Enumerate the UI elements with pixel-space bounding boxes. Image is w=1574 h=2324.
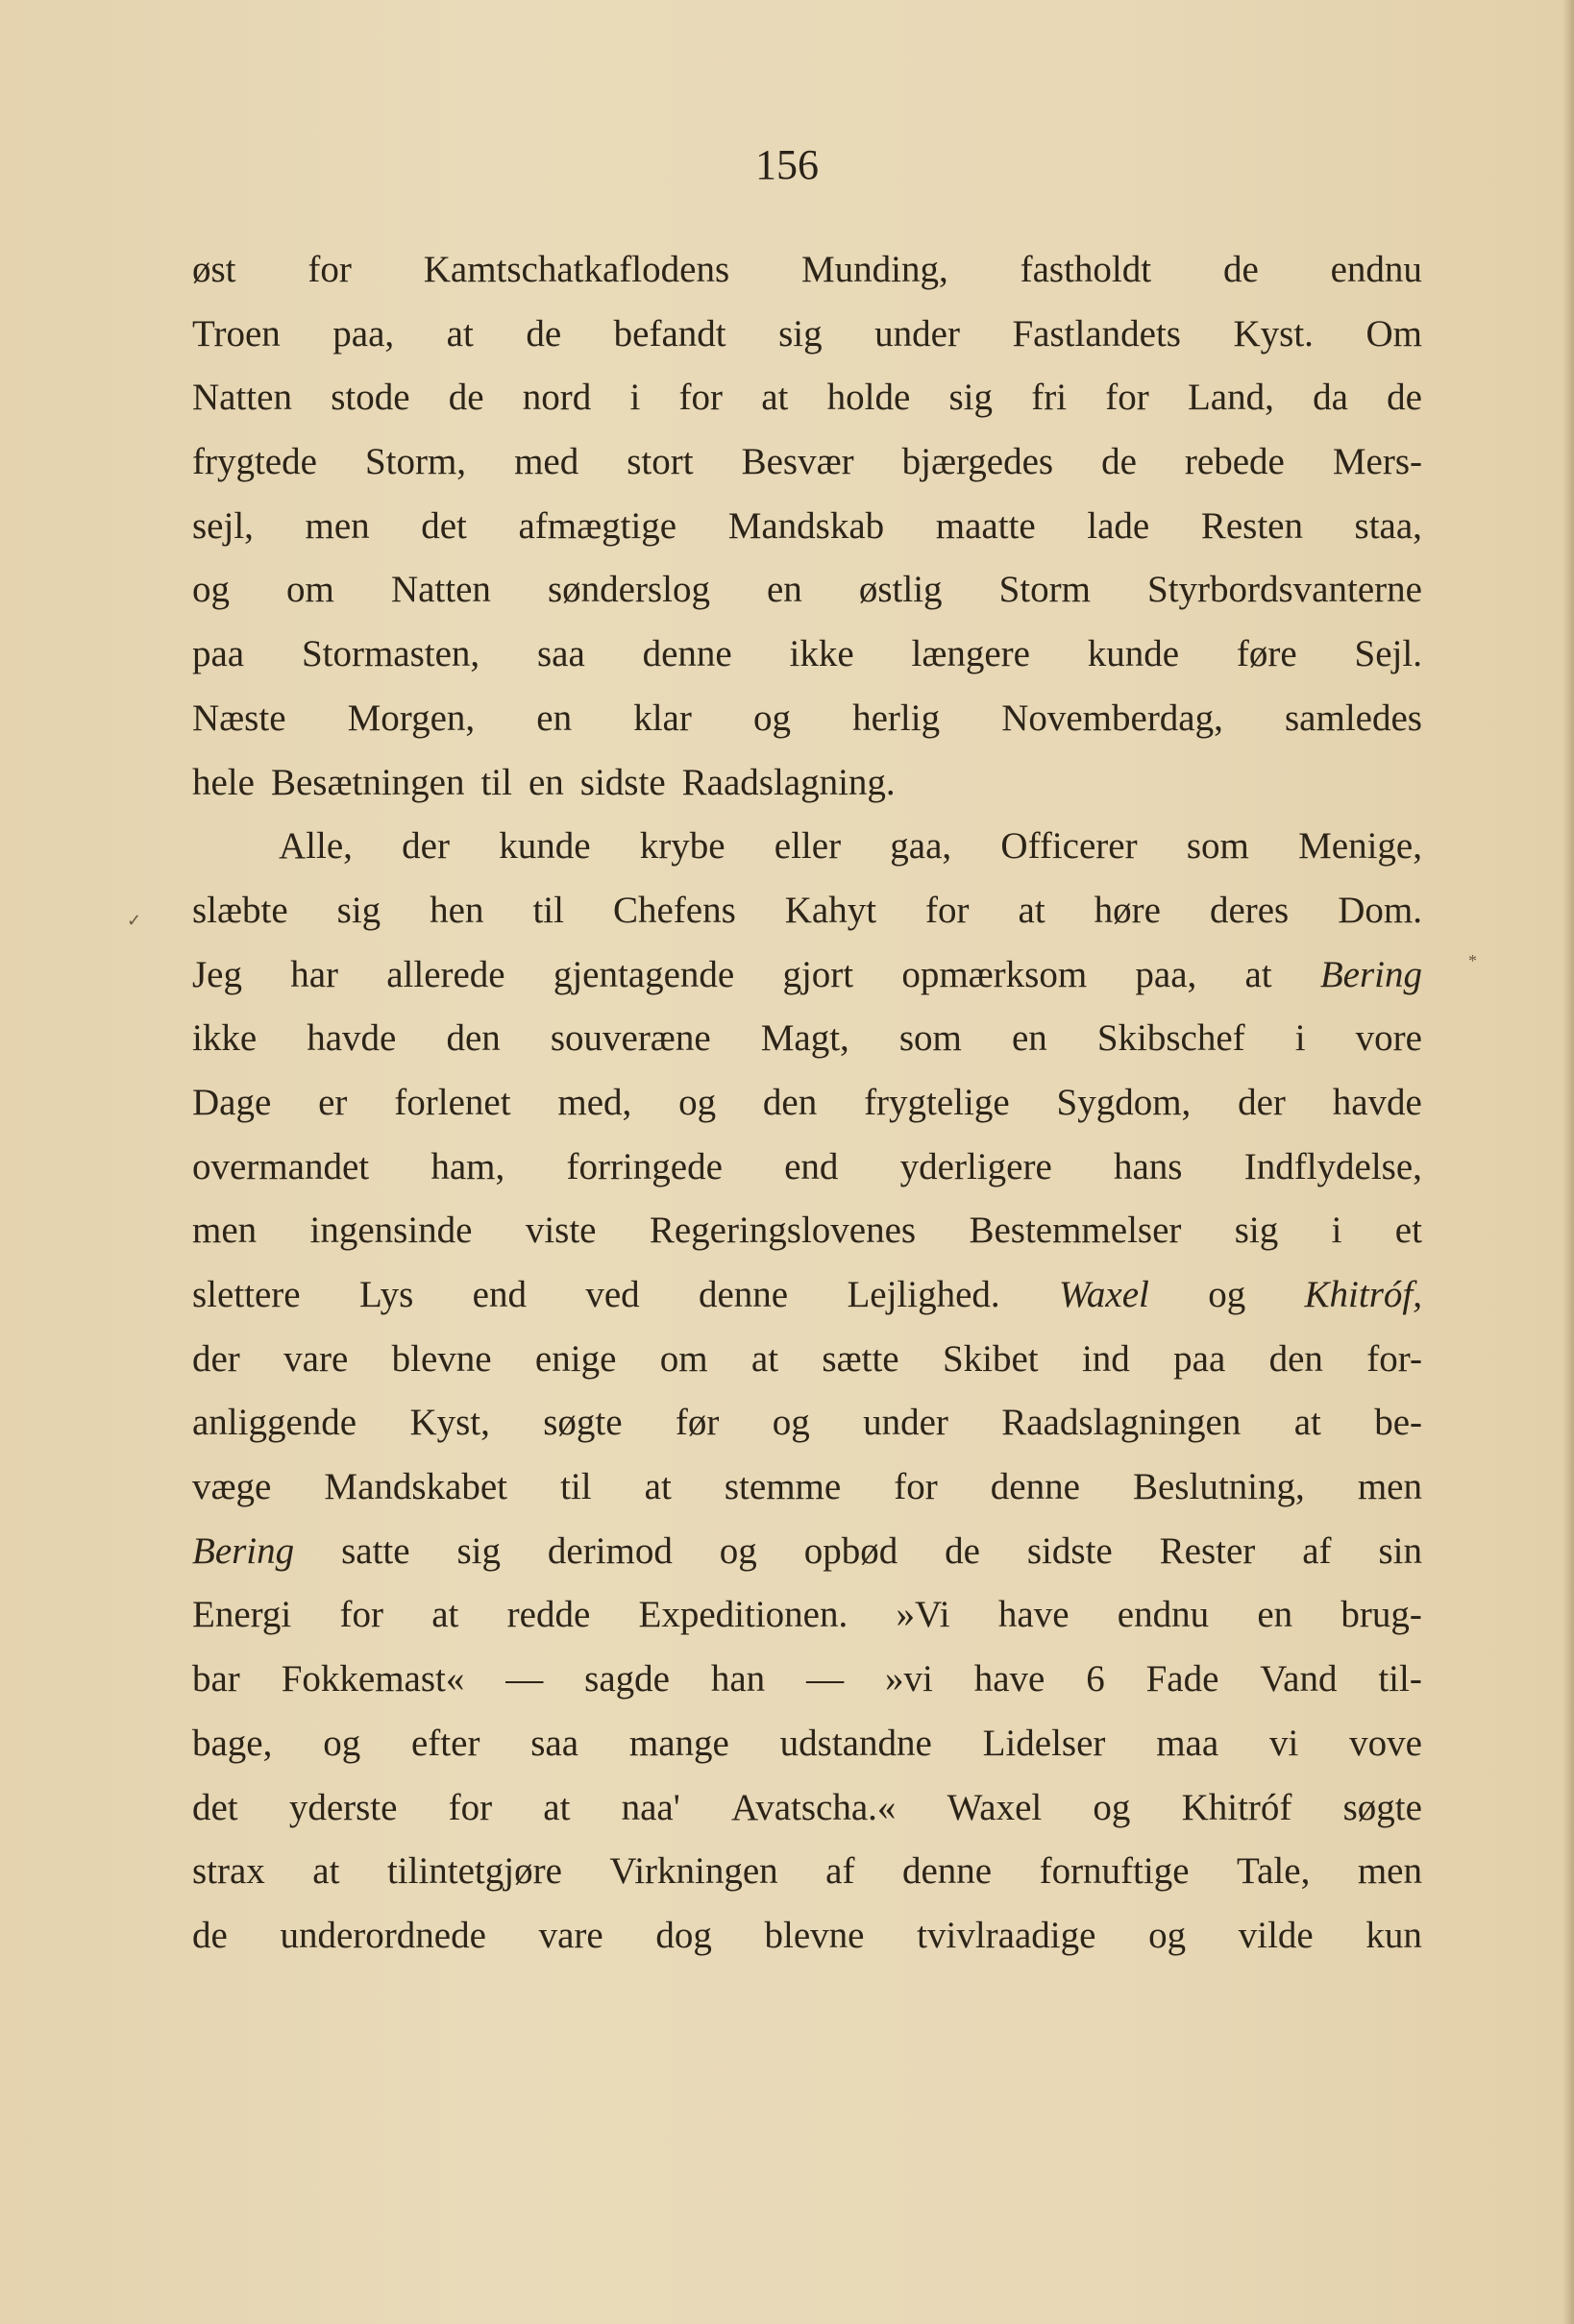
word: sig	[948, 377, 994, 419]
word: Skibschef	[1096, 1017, 1245, 1060]
word: slæbte	[192, 889, 288, 931]
word: opbød	[803, 1529, 898, 1572]
word: Indflydelse,	[1243, 1145, 1422, 1187]
word: Khitróf,	[1304, 1274, 1422, 1315]
word: tvivlraadige	[917, 1914, 1096, 1956]
word: der	[192, 1337, 240, 1380]
word: længere	[911, 633, 1030, 675]
word: nord	[522, 377, 592, 419]
word: har	[290, 953, 339, 995]
word: som	[898, 1017, 962, 1060]
text-line	[192, 1263, 1422, 1328]
word: og	[772, 1402, 810, 1444]
word: »vi	[884, 1658, 933, 1700]
word: en	[1257, 1594, 1293, 1636]
word: for	[678, 377, 724, 419]
word: sin	[1378, 1529, 1422, 1572]
text-line	[192, 1199, 1422, 1263]
text-line	[192, 1712, 1422, 1776]
word: om	[286, 569, 334, 611]
word: Stormasten,	[301, 633, 480, 675]
word: sig	[1234, 1210, 1279, 1252]
word: stode	[331, 377, 410, 419]
word: efter	[411, 1722, 480, 1764]
word: med,	[557, 1081, 632, 1123]
word: Kamtschatkaflodens	[423, 249, 730, 290]
word: vilde	[1238, 1914, 1314, 1956]
text-line	[192, 815, 1422, 879]
word: kunde	[1087, 633, 1180, 675]
word: fastholdt	[1020, 249, 1152, 290]
word: Mandskabet	[324, 1466, 508, 1508]
word: søgte	[1342, 1786, 1422, 1828]
word: for	[339, 1594, 383, 1636]
word: vove	[1349, 1722, 1422, 1764]
word: for-	[1366, 1337, 1422, 1380]
word: lade	[1087, 504, 1150, 547]
word: sagde	[584, 1658, 670, 1700]
word: denne	[901, 1850, 993, 1893]
word: krybe	[639, 825, 726, 868]
word: bjærgedes	[901, 441, 1054, 483]
word: Lys	[358, 1274, 414, 1315]
word: overmandet	[192, 1145, 370, 1187]
word: de	[1101, 441, 1137, 483]
word: ikke	[789, 633, 854, 675]
word: og	[719, 1529, 757, 1572]
word: bar	[192, 1658, 240, 1700]
word: have	[973, 1658, 1045, 1700]
word: i	[1294, 1017, 1306, 1060]
word: paa	[192, 633, 245, 675]
word: Raadslagningen	[1001, 1402, 1242, 1444]
word: men	[1357, 1466, 1422, 1508]
word: at	[446, 312, 474, 355]
word: maa	[1156, 1722, 1219, 1764]
word: for	[448, 1786, 493, 1828]
word: Munding,	[800, 249, 948, 290]
word: havde	[307, 1017, 397, 1060]
word: under	[874, 312, 960, 355]
word: at	[431, 1594, 459, 1636]
word: Mandskab	[727, 504, 885, 547]
word: herlig	[852, 697, 941, 739]
word: men	[1357, 1850, 1422, 1893]
word: de	[1222, 249, 1259, 290]
word: Lejlighed.	[847, 1274, 1000, 1315]
word: Energi	[192, 1594, 292, 1636]
word: de	[945, 1529, 980, 1572]
word: der	[1238, 1081, 1286, 1123]
word: Storm,	[364, 441, 467, 483]
text-line	[192, 238, 1422, 303]
word: Bestemmelser	[969, 1210, 1182, 1252]
word: be-	[1374, 1402, 1422, 1444]
word: væge	[192, 1466, 272, 1508]
word: enige	[534, 1337, 617, 1380]
word: at	[761, 377, 789, 419]
word: forlenet	[394, 1081, 511, 1123]
word: den	[446, 1017, 501, 1060]
word: at	[543, 1786, 571, 1828]
word: Fokkemast«	[281, 1658, 465, 1700]
word: de	[1387, 377, 1422, 419]
word: øst	[192, 249, 236, 290]
word: høre	[1094, 889, 1161, 931]
word: men	[305, 504, 370, 547]
word: Bering	[192, 1529, 295, 1572]
word: mange	[628, 1722, 729, 1764]
word: vare	[283, 1337, 349, 1380]
word: Storm	[998, 569, 1091, 611]
word: til-	[1378, 1658, 1422, 1700]
word: end	[472, 1274, 527, 1315]
word: Waxel	[1058, 1274, 1149, 1315]
word: vare	[538, 1914, 603, 1956]
word: ved	[585, 1274, 640, 1315]
word: anliggende	[192, 1402, 357, 1444]
word: ikke	[192, 1017, 258, 1060]
word: naa'	[621, 1786, 680, 1828]
word: brug-	[1340, 1594, 1422, 1636]
word: havde	[1332, 1081, 1422, 1123]
word: befandt	[613, 312, 726, 355]
word: føre	[1236, 633, 1297, 675]
word: strax	[192, 1850, 265, 1893]
word: til	[532, 889, 564, 931]
word: Alle,	[279, 825, 353, 868]
word: kun	[1365, 1914, 1422, 1956]
word: paa,	[1135, 953, 1197, 995]
margin-mark: ✓	[127, 911, 142, 930]
word: den	[762, 1081, 818, 1123]
word: Raadslagning.	[681, 761, 896, 803]
word: Beslutning,	[1132, 1466, 1305, 1508]
word: et	[1394, 1210, 1422, 1252]
text-line	[192, 687, 1422, 751]
word: satte	[341, 1529, 410, 1572]
word: stort	[627, 441, 694, 483]
word: Besætningen	[270, 761, 465, 803]
word: for	[307, 249, 352, 290]
word: Dom.	[1338, 889, 1422, 931]
word: østlig	[858, 569, 943, 611]
word: ingensinde	[309, 1210, 473, 1252]
word: og	[752, 697, 791, 739]
text-line	[192, 943, 1422, 1008]
word: en	[1011, 1017, 1047, 1060]
word: forringede	[566, 1145, 723, 1187]
word: denne	[642, 633, 732, 675]
word: Fade	[1145, 1658, 1219, 1700]
body-text	[192, 238, 1422, 1969]
word: Waxel	[947, 1786, 1043, 1828]
word: det	[421, 504, 467, 547]
word: sejl,	[192, 504, 254, 547]
word: vore	[1355, 1017, 1422, 1060]
word: men	[192, 1210, 258, 1252]
word: paa	[1173, 1337, 1226, 1380]
word: redde	[506, 1594, 591, 1636]
word: rebede	[1184, 441, 1285, 483]
word: at	[312, 1850, 340, 1893]
word: frygtelige	[864, 1081, 1010, 1123]
word: have	[997, 1594, 1070, 1636]
word: Resten	[1200, 504, 1303, 547]
word: viste	[525, 1210, 597, 1252]
word: 6	[1086, 1658, 1105, 1700]
word: Tale,	[1237, 1850, 1311, 1893]
text-line	[192, 1520, 1422, 1584]
word: »Vi	[896, 1594, 950, 1636]
margin-mark: *	[1468, 951, 1477, 970]
word: Sejl.	[1354, 633, 1422, 675]
word: som	[1186, 825, 1249, 868]
word: i	[629, 377, 641, 419]
word: og	[1148, 1914, 1187, 1956]
page-number: 156	[755, 141, 819, 188]
word: hans	[1113, 1145, 1183, 1187]
text-line	[192, 1328, 1422, 1392]
word: for	[925, 889, 970, 931]
word: Dage	[192, 1081, 272, 1123]
word: vi	[1268, 1722, 1299, 1764]
word: for	[894, 1466, 938, 1508]
word: at	[750, 1337, 779, 1380]
word: og	[678, 1081, 717, 1123]
word: Virkningen	[609, 1850, 778, 1893]
word: eller	[774, 825, 842, 868]
word: der	[402, 825, 450, 868]
word: sig	[456, 1529, 501, 1572]
text-line	[192, 495, 1422, 559]
word: gaa,	[890, 825, 952, 868]
word: ind	[1081, 1337, 1130, 1380]
word: yderligere	[899, 1145, 1052, 1187]
word: Næste	[192, 697, 286, 739]
word: Vand	[1260, 1658, 1338, 1700]
word: gjort	[782, 953, 854, 995]
word: tilintetgjøre	[386, 1850, 562, 1893]
word: Om	[1365, 312, 1422, 355]
word: Fastlandets	[1012, 312, 1181, 355]
word: Jeg	[192, 953, 242, 995]
word: Kyst.	[1233, 312, 1314, 355]
word: saa	[530, 1722, 579, 1764]
word: hen	[430, 889, 484, 931]
text-line	[192, 1904, 1422, 1969]
word: Land,	[1187, 377, 1274, 419]
page-edge-shadow	[1562, 0, 1574, 2324]
word: Mers-	[1332, 441, 1422, 483]
word: og	[192, 569, 230, 611]
word: Troen	[192, 312, 281, 355]
word: —	[505, 1658, 544, 1700]
word: opmærksom	[901, 953, 1088, 995]
word: stemme	[724, 1466, 842, 1508]
word: souveræne	[550, 1017, 711, 1060]
word: Magt,	[760, 1017, 849, 1060]
word: Skibet	[942, 1337, 1039, 1380]
word: af	[825, 1850, 855, 1893]
word: at	[644, 1466, 672, 1508]
word: staa,	[1354, 504, 1422, 547]
word: af	[1302, 1529, 1332, 1572]
word: blevne	[391, 1337, 492, 1380]
word: de	[448, 377, 484, 419]
word: Officerer	[1000, 825, 1138, 868]
word: blevne	[764, 1914, 865, 1956]
word: fornuftige	[1039, 1850, 1190, 1893]
word: søgte	[543, 1402, 623, 1444]
word: endnu	[1330, 249, 1422, 290]
word: udstandne	[779, 1722, 932, 1764]
word: maatte	[935, 504, 1036, 547]
word: og	[1208, 1274, 1246, 1315]
word: i	[1331, 1210, 1342, 1252]
word: sidste	[1026, 1529, 1113, 1572]
text-line	[192, 1391, 1422, 1456]
text-line	[192, 1071, 1422, 1136]
word: allerede	[386, 953, 505, 995]
text-line	[192, 1136, 1422, 1200]
word: en	[528, 761, 564, 803]
text-line	[192, 430, 1422, 495]
word: de	[526, 312, 562, 355]
text-line	[192, 1776, 1422, 1841]
word: Expeditionen.	[638, 1594, 848, 1636]
word: at	[1244, 953, 1272, 995]
word: Besvær	[741, 441, 854, 483]
text-line	[192, 1007, 1422, 1071]
word: sønderslog	[547, 569, 710, 611]
word: han	[710, 1658, 766, 1700]
word: end	[784, 1145, 839, 1187]
word: bage,	[192, 1722, 273, 1764]
text-line	[192, 623, 1422, 687]
word: kunde	[499, 825, 591, 868]
word: denne	[698, 1274, 789, 1315]
word: holde	[826, 377, 911, 419]
word: Avatscha.«	[730, 1786, 897, 1828]
text-line	[192, 879, 1422, 943]
text-line	[192, 303, 1422, 367]
word: da	[1313, 377, 1348, 419]
word: at	[1018, 889, 1045, 931]
text-line	[192, 1583, 1422, 1648]
word: ham,	[430, 1145, 505, 1187]
word: til	[480, 761, 512, 803]
word: Natten	[390, 569, 491, 611]
word: gjentagende	[553, 953, 735, 995]
word: deres	[1209, 889, 1290, 931]
text-line	[192, 1648, 1422, 1712]
word: Morgen,	[347, 697, 476, 739]
word: fri	[1031, 377, 1068, 419]
word: og	[1093, 1786, 1131, 1828]
word: og	[323, 1722, 361, 1764]
word: en	[536, 697, 573, 739]
word: om	[659, 1337, 708, 1380]
word: det	[192, 1786, 238, 1828]
word: Sygdom,	[1056, 1081, 1192, 1123]
word: dog	[655, 1914, 712, 1956]
word: Chefens	[612, 889, 736, 931]
word: sig	[336, 889, 381, 931]
word: Kyst,	[409, 1402, 490, 1444]
text-line	[192, 1840, 1422, 1904]
word: med	[514, 441, 579, 483]
word: under	[863, 1402, 948, 1444]
word: en	[767, 569, 802, 611]
text-line	[192, 1456, 1422, 1520]
word: paa,	[332, 312, 395, 355]
word: Novemberdag,	[1001, 697, 1223, 739]
word: underordnede	[280, 1914, 486, 1956]
word: Natten	[192, 377, 292, 419]
text-line	[192, 366, 1422, 430]
word: Bering	[1319, 953, 1422, 995]
word: klar	[633, 697, 692, 739]
word: Kahyt	[784, 889, 877, 931]
word: hele	[192, 761, 255, 803]
word: saa	[536, 633, 585, 675]
word: den	[1268, 1337, 1323, 1380]
word: Lidelser	[982, 1722, 1106, 1764]
word: Rester	[1159, 1529, 1256, 1572]
word: Styrbordsvanterne	[1147, 569, 1422, 611]
word: før	[675, 1402, 720, 1444]
word: sidste	[579, 761, 666, 803]
word: samledes	[1285, 697, 1422, 739]
word: slettere	[192, 1274, 301, 1315]
word: yderste	[288, 1786, 398, 1828]
word: til	[560, 1466, 592, 1508]
word: at	[1293, 1402, 1321, 1444]
text-line	[192, 558, 1422, 623]
word: denne	[990, 1466, 1080, 1508]
word: sætte	[822, 1337, 899, 1380]
word: endnu	[1117, 1594, 1210, 1636]
word: Khitróf	[1181, 1786, 1292, 1828]
word: frygtede	[192, 441, 317, 483]
word: Menige,	[1298, 825, 1422, 868]
word: for	[1105, 377, 1149, 419]
word: er	[318, 1081, 348, 1123]
word: —	[806, 1658, 845, 1700]
word: derimod	[547, 1529, 673, 1572]
word: afmægtige	[518, 504, 677, 547]
text-line	[192, 751, 1422, 816]
word: de	[192, 1914, 228, 1956]
word: sig	[778, 312, 823, 355]
word: Regeringslovenes	[649, 1210, 917, 1252]
